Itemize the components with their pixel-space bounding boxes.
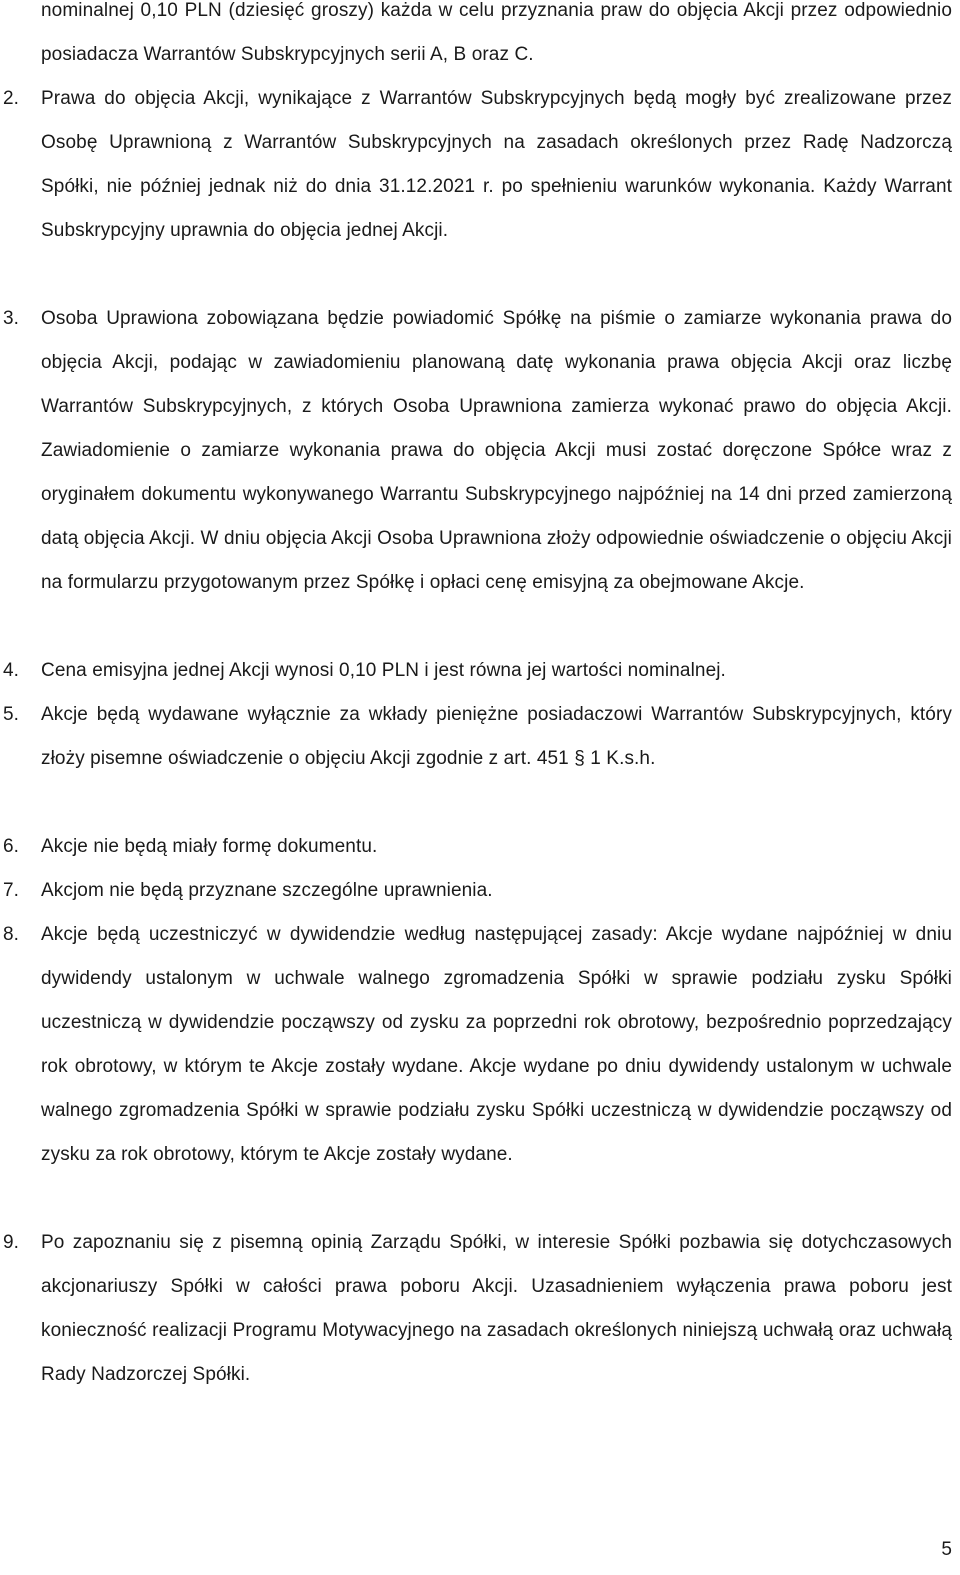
- list-item-6: [3, 825, 952, 869]
- list-item-number: 9.: [3, 1232, 19, 1253]
- list-item-number: 7.: [3, 880, 19, 901]
- list-item-number: 2.: [3, 88, 19, 109]
- list-item-text: Prawa do objęcia Akcji, wynikające z Warrantów Subskrypcyjnych będą mogły być zrealizowane przez Osobę Uprawnioną z Warrantów Subskrypcyjnych na zasadach określonych przez Radę Nadzorczą Spółki, nie później jednak niż do dnia 31.12.2021 r. po spełnieniu warunków wykonania. Każdy Warrant Subskrypcyjny uprawnia do objęcia jednej Akcji.: [41, 88, 952, 241]
- list-item-text: Akcje nie będą miały formę dokumentu.: [41, 836, 378, 857]
- page-number: 5: [941, 1539, 952, 1560]
- list-item-text: Akcjom nie będą przyznane szczególne uprawnienia.: [41, 880, 493, 901]
- list-item-8: [3, 913, 952, 1177]
- list-item-text: Cena emisyjna jednej Akcji wynosi 0,10 PLN i jest równa jej wartości nominalnej.: [41, 660, 726, 681]
- list-item-text: Akcje będą wydawane wyłącznie za wkłady pieniężne posiadaczowi Warrantów Subskrypcyjnych, który złoży pisemne oświadczenie o objęciu Akcji zgodnie z art. 451 § 1 K.s.h.: [41, 704, 952, 769]
- list-item-7: [3, 869, 952, 913]
- list-item-3: [3, 297, 952, 605]
- list-item-5: [3, 693, 952, 781]
- list-item-4: [3, 649, 952, 693]
- intro-paragraph: nominalnej 0,10 PLN (dziesięć groszy) każda w celu przyznania praw do objęcia Akcji przez odpowiednio posiadacza Warrantów Subskrypcyjnych serii A, B oraz C.: [41, 0, 952, 65]
- list-item-number: 5.: [3, 704, 19, 725]
- list-item-9: [3, 1221, 952, 1397]
- list-item-text: Akcje będą uczestniczyć w dywidendzie według następującej zasady: Akcje wydane najpóźniej w dniu dywidendy ustalonym w uchwale walnego zgromadzenia Spółki w sprawie podziału zysku Spółki uczestniczą w dywidendzie począwszy od zysku za poprzedni rok obrotowy, bezpośrednio poprzedzający rok obrotowy, w którym te Akcje zostały wydane. Akcje wydane po dniu dywidendy ustalonym w uchwale walnego zgromadzenia Spółki w sprawie podziału zysku Spółki uczestniczą w dywidendzie począwszy od zysku za rok obrotowy, którym te Akcje zostały wydane.: [41, 924, 952, 1165]
- list-item-2: [3, 77, 952, 253]
- list-item-number: 3.: [3, 308, 19, 329]
- list-item-text: Po zapoznaniu się z pisemną opinią Zarządu Spółki, w interesie Spółki pozbawia się dotychczasowych akcjonariuszy Spółki w całości prawa poboru Akcji. Uzasadnieniem wyłączenia prawa poboru jest konieczność realizacji Programu Motywacyjnego na zasadach określonych niniejszą uchwałą oraz uchwałą Rady Nadzorczej Spółki.: [41, 1232, 952, 1385]
- list-item-number: 4.: [3, 660, 19, 681]
- list-item-number: 8.: [3, 924, 19, 945]
- list-item-text: Osoba Uprawiona zobowiązana będzie powiadomić Spółkę na piśmie o zamiarze wykonania prawa do objęcia Akcji, podając w zawiadomieniu planowaną datę wykonania prawa objęcia Akcji oraz liczbę Warrantów Subskrypcyjnych, z których Osoba Uprawniona zamierza wykonać prawo do objęcia Akcji. Zawiadomienie o zamiarze wykonania prawa do objęcia Akcji musi zostać doręczone Spółce wraz z oryginałem dokumentu wykonywanego Warrantu Subskrypcyjnego najpóźniej na 14 dni przed zamierzoną datą objęcia Akcji. W dniu objęcia Akcji Osoba Uprawniona złoży odpowiednie oświadczenie o objęciu Akcji na formularzu przygotowanym przez Spółkę i opłaci cenę emisyjną za obejmowane Akcje.: [41, 308, 952, 593]
- list-item-number: 6.: [3, 836, 19, 857]
